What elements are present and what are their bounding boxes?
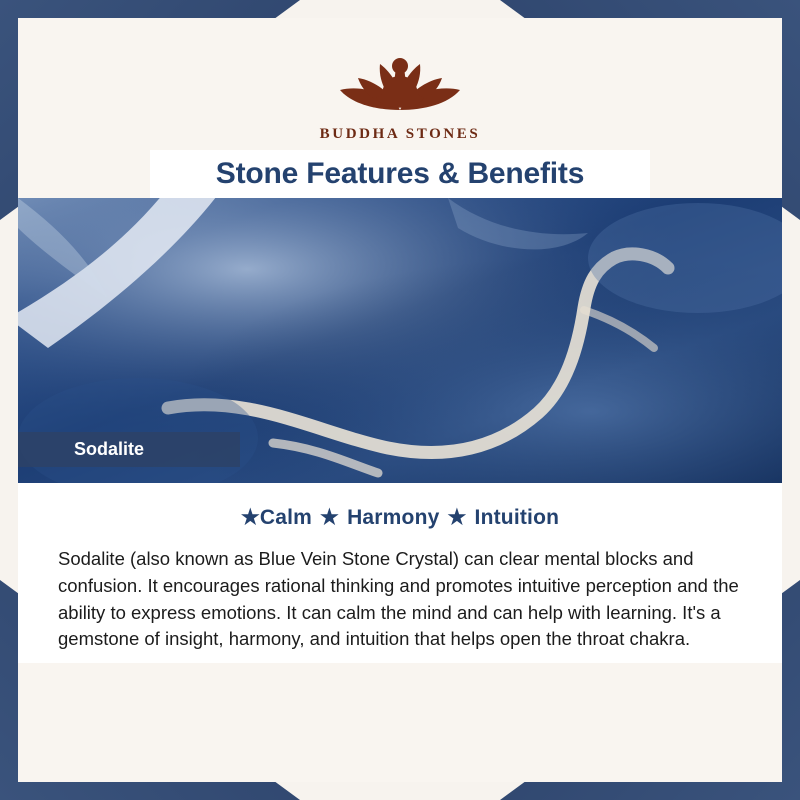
keyword-calm: Calm [259, 506, 313, 529]
brand-logo [316, 32, 484, 143]
lotus-meditation-figure-icon [316, 32, 484, 124]
keyword-intuition: Intuition [474, 506, 560, 529]
stone-description: Sodalite (also known as Blue Vein Stone Crystal) can clear mental blocks and confusion. It encourages rational thinking and promotes intuitive perception and the ability to express emotions. It can calm the mind and can help with learning. It's a gemstone of insight, harmony, and intuition that helps open the throat chakra. [58, 548, 739, 650]
benefits-section [18, 483, 782, 663]
brand-name: BUDDHA STONES [319, 126, 481, 142]
header [18, 18, 782, 198]
star-icon: ★ [320, 506, 340, 529]
keywords-row [52, 505, 748, 530]
keyword-harmony: Harmony [347, 506, 440, 529]
content-card [18, 18, 782, 782]
title-band [18, 150, 782, 198]
star-icon: ★ [240, 506, 260, 529]
page-title: Stone Features & Benefits [215, 157, 585, 190]
stone-name-label: Sodalite [18, 432, 240, 467]
stone-photo [18, 198, 782, 483]
star-icon: ★ [447, 506, 467, 529]
